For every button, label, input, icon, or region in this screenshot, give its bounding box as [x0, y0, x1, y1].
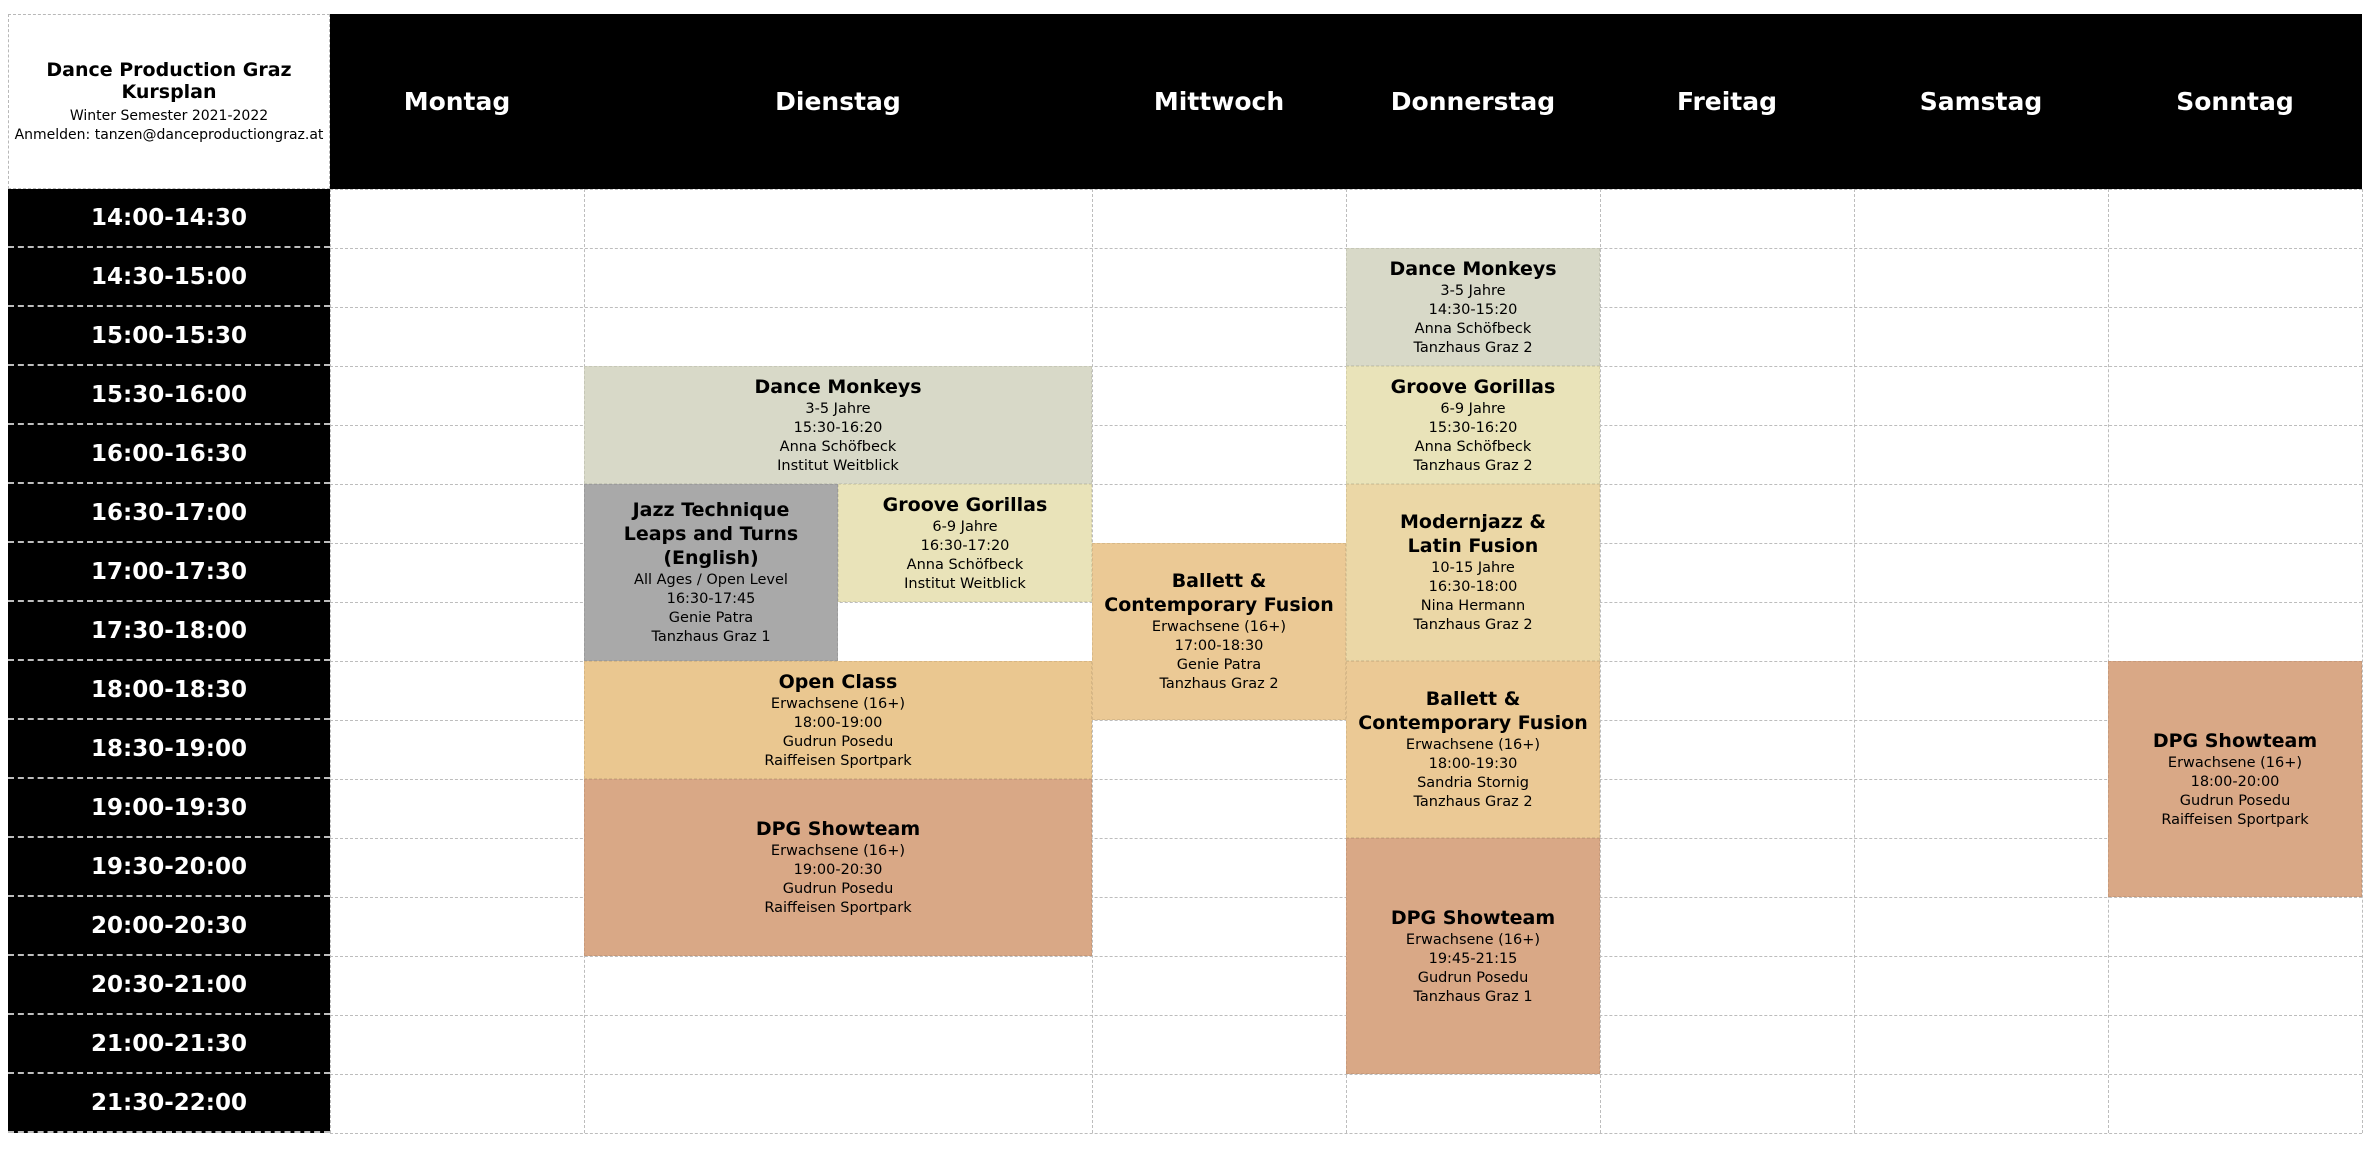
class-instructor: Genie Patra: [1176, 657, 1262, 673]
class-event-block[interactable]: [1346, 484, 1600, 661]
class-time: 15:30-16:20: [793, 419, 883, 436]
class-title: Groove Gorillas: [1390, 375, 1556, 398]
class-time: 18:00-19:00: [793, 714, 883, 731]
class-event-block[interactable]: [584, 779, 1092, 956]
class-event-block[interactable]: [584, 661, 1092, 779]
day-header-dienstag: Dienstag: [584, 14, 1092, 189]
class-time: 19:45-21:15: [1428, 950, 1518, 967]
class-time: 17:00-18:30: [1174, 638, 1264, 654]
class-title: Jazz Technique Leaps and Turns (English): [623, 499, 799, 569]
class-location: Raiffeisen Sportpark: [2161, 811, 2309, 828]
time-slot-label: 18:30-19:00: [8, 720, 330, 779]
day-header-montag: Montag: [330, 14, 584, 189]
schedule-title-cell: [8, 14, 330, 189]
time-slot-label: 14:00-14:30: [8, 189, 330, 248]
grid-column-line: [1854, 189, 1855, 1133]
class-instructor: Anna Schöfbeck: [906, 556, 1024, 573]
time-slot-label: 17:00-17:30: [8, 543, 330, 602]
class-title: Ballett & Contemporary Fusion: [1358, 688, 1588, 734]
class-title: Dance Monkeys: [1389, 257, 1557, 280]
class-age-group: 6-9 Jahre: [932, 518, 998, 535]
time-slot-label: 16:00-16:30: [8, 425, 330, 484]
time-slot-label: 19:30-20:00: [8, 838, 330, 897]
class-title: Modernjazz & Latin Fusion: [1400, 511, 1546, 557]
class-title: Open Class: [778, 670, 898, 693]
class-location: Tanzhaus Graz 1: [651, 629, 771, 645]
class-time: 16:30-18:00: [1428, 579, 1518, 595]
class-event-block[interactable]: [1346, 661, 1600, 838]
class-event-block[interactable]: [2108, 661, 2362, 897]
class-age-group: Erwachsene (16+): [2167, 754, 2303, 771]
time-slot-label: 20:00-20:30: [8, 897, 330, 956]
class-age-group: All Ages / Open Level: [634, 572, 788, 588]
class-instructor: Nina Hermann: [1420, 598, 1526, 614]
class-title: Ballett & Contemporary Fusion: [1104, 570, 1334, 616]
class-time: 16:30-17:45: [666, 591, 756, 607]
class-event-block[interactable]: [1346, 248, 1600, 366]
class-event-block[interactable]: [1346, 838, 1600, 1074]
day-header-mittwoch: Mittwoch: [1092, 14, 1346, 189]
class-location: Institut Weitblick: [904, 575, 1026, 592]
class-event-block[interactable]: [584, 366, 1092, 484]
class-instructor: Gudrun Posedu: [2179, 792, 2291, 809]
class-location: Tanzhaus Graz 2: [1413, 794, 1533, 810]
class-event-block[interactable]: [838, 484, 1092, 602]
class-location: Tanzhaus Graz 2: [1413, 457, 1533, 474]
class-instructor: Anna Schöfbeck: [1414, 438, 1532, 455]
class-title: Groove Gorillas: [882, 493, 1048, 516]
class-location: Raiffeisen Sportpark: [764, 752, 912, 769]
class-age-group: Erwachsene (16+): [1405, 737, 1541, 753]
class-event-block[interactable]: [584, 484, 838, 661]
time-slot-label: 20:30-21:00: [8, 956, 330, 1015]
class-instructor: Gudrun Posedu: [782, 733, 894, 750]
time-slot-label: 15:30-16:00: [8, 366, 330, 425]
class-instructor: Genie Patra: [668, 610, 754, 626]
class-title: DPG Showteam: [755, 818, 921, 840]
class-location: Institut Weitblick: [777, 457, 899, 474]
class-age-group: 6-9 Jahre: [1440, 400, 1506, 417]
class-location: Tanzhaus Graz 2: [1159, 676, 1279, 692]
time-slot-label: 21:00-21:30: [8, 1015, 330, 1074]
class-instructor: Gudrun Posedu: [782, 881, 894, 897]
class-title: Dance Monkeys: [754, 375, 922, 398]
day-header-donnerstag: Donnerstag: [1346, 14, 1600, 189]
class-age-group: Erwachsene (16+): [770, 695, 906, 712]
class-age-group: 3-5 Jahre: [805, 400, 871, 417]
class-location: Raiffeisen Sportpark: [764, 900, 912, 916]
class-time: 18:00-20:00: [2190, 773, 2280, 790]
class-time: 19:00-20:30: [793, 862, 883, 878]
day-header-samstag: Samstag: [1854, 14, 2108, 189]
schedule-title: Dance Production Graz Kursplan: [46, 58, 292, 103]
time-slot-label: 17:30-18:00: [8, 602, 330, 661]
time-slot-label: 14:30-15:00: [8, 248, 330, 307]
class-age-group: 10-15 Jahre: [1431, 560, 1515, 576]
class-event-block[interactable]: [1092, 543, 1346, 720]
time-slot-label: 19:00-19:30: [8, 779, 330, 838]
semester-label: Winter Semester 2021-2022: [69, 107, 269, 124]
class-time: 14:30-15:20: [1428, 301, 1518, 318]
class-title: DPG Showteam: [1390, 906, 1556, 929]
class-instructor: Sandria Stornig: [1417, 775, 1529, 791]
class-event-block[interactable]: [1346, 366, 1600, 484]
time-slot-label: 15:00-15:30: [8, 307, 330, 366]
time-slot-label: 21:30-22:00: [8, 1074, 330, 1133]
time-slot-label: 16:30-17:00: [8, 484, 330, 543]
class-location: Tanzhaus Graz 2: [1413, 617, 1533, 633]
grid-column-line: [330, 189, 331, 1133]
day-header-freitag: Freitag: [1600, 14, 1854, 189]
class-age-group: Erwachsene (16+): [1151, 619, 1287, 635]
class-instructor: Anna Schöfbeck: [1414, 320, 1532, 337]
grid-column-line: [2362, 189, 2363, 1133]
class-instructor: Anna Schöfbeck: [779, 438, 897, 455]
time-slot-label: 18:00-18:30: [8, 661, 330, 720]
class-time: 16:30-17:20: [920, 537, 1010, 554]
class-age-group: Erwachsene (16+): [770, 843, 906, 859]
day-header-sonntag: Sonntag: [2108, 14, 2362, 189]
class-location: Tanzhaus Graz 1: [1413, 988, 1533, 1005]
class-instructor: Gudrun Posedu: [1417, 969, 1529, 986]
class-location: Tanzhaus Graz 2: [1413, 339, 1533, 356]
class-age-group: 3-5 Jahre: [1440, 282, 1506, 299]
class-age-group: Erwachsene (16+): [1405, 931, 1541, 948]
class-time: 18:00-19:30: [1428, 756, 1518, 772]
contact-label: Anmelden: tanzen@danceproductiongraz.at: [14, 126, 324, 143]
grid-column-line: [1600, 189, 1601, 1133]
class-time: 15:30-16:20: [1428, 419, 1518, 436]
class-title: DPG Showteam: [2152, 729, 2318, 752]
grid-row-line: [330, 1133, 2362, 1134]
